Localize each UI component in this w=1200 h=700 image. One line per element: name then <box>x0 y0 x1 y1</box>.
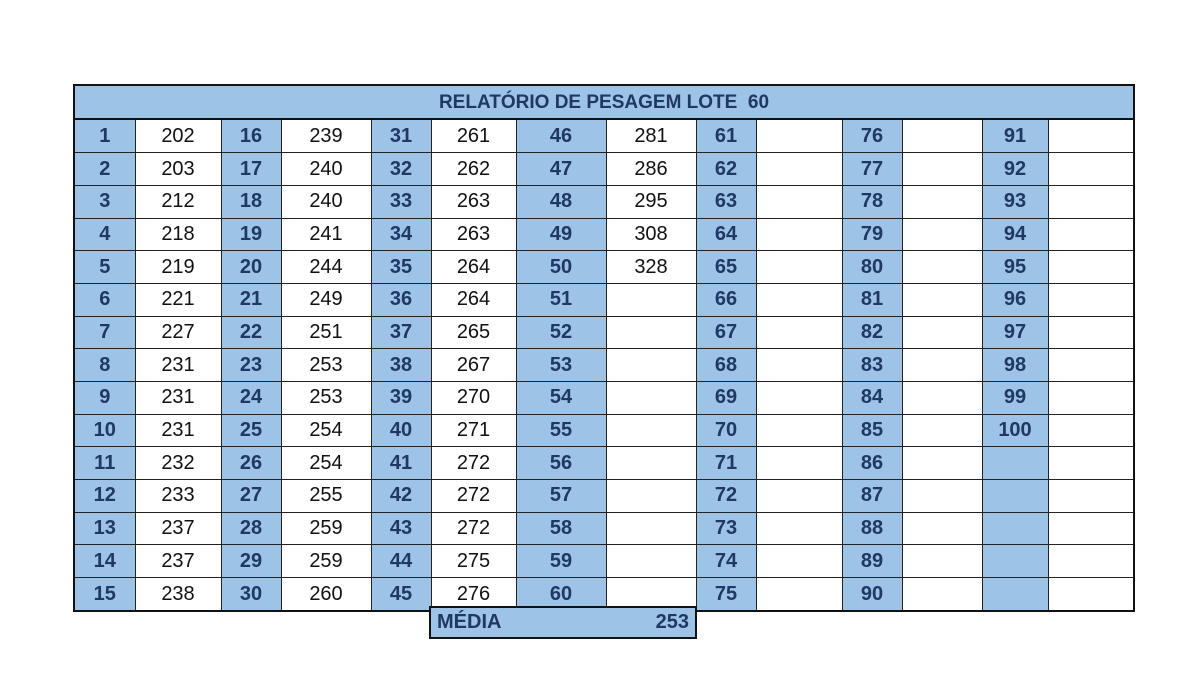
weight-cell <box>756 185 842 218</box>
weighing-report-table <box>73 84 1135 612</box>
weight-cell: 263 <box>431 185 516 218</box>
weight-cell <box>1048 414 1133 447</box>
table-row <box>75 382 1133 415</box>
weight-cell <box>902 447 982 480</box>
weight-cell <box>902 480 982 513</box>
weight-cell <box>902 283 982 316</box>
animal-number-cell: 68 <box>696 349 756 382</box>
weight-cell <box>1048 382 1133 415</box>
weight-cell <box>902 120 982 153</box>
animal-number-cell: 22 <box>221 316 281 349</box>
animal-number-cell: 7 <box>75 316 135 349</box>
animal-number-cell: 13 <box>75 512 135 545</box>
animal-number-cell: 95 <box>982 251 1048 284</box>
animal-number-cell: 39 <box>371 382 431 415</box>
weight-cell <box>1048 251 1133 284</box>
animal-number-cell: 8 <box>75 349 135 382</box>
weight-cell: 218 <box>135 218 221 251</box>
animal-number-cell: 51 <box>516 283 606 316</box>
average-summary <box>429 606 697 639</box>
table-row <box>75 316 1133 349</box>
weight-cell: 244 <box>281 251 371 284</box>
weight-cell: 237 <box>135 545 221 578</box>
weight-cell: 202 <box>135 120 221 153</box>
animal-number-cell: 33 <box>371 185 431 218</box>
weight-cell <box>902 349 982 382</box>
animal-number-cell: 71 <box>696 447 756 480</box>
weight-cell: 260 <box>281 578 371 611</box>
animal-number-cell: 77 <box>842 153 902 186</box>
animal-number-cell: 72 <box>696 480 756 513</box>
animal-number-cell: 94 <box>982 218 1048 251</box>
animal-number-cell: 82 <box>842 316 902 349</box>
animal-number-cell: 2 <box>75 153 135 186</box>
animal-number-cell: 58 <box>516 512 606 545</box>
weight-cell: 275 <box>431 545 516 578</box>
weight-cell <box>756 414 842 447</box>
animal-number-cell: 27 <box>221 480 281 513</box>
animal-number-cell: 35 <box>371 251 431 284</box>
weight-cell: 212 <box>135 185 221 218</box>
weight-cell: 203 <box>135 153 221 186</box>
weight-cell <box>902 218 982 251</box>
animal-number-cell: 66 <box>696 283 756 316</box>
weight-cell: 238 <box>135 578 221 611</box>
weight-cell: 264 <box>431 283 516 316</box>
weight-cell: 231 <box>135 349 221 382</box>
weight-cell <box>756 153 842 186</box>
animal-number-cell: 50 <box>516 251 606 284</box>
animal-number-cell: 17 <box>221 153 281 186</box>
animal-number-cell: 45 <box>371 578 431 611</box>
weight-cell: 270 <box>431 382 516 415</box>
animal-number-cell: 57 <box>516 480 606 513</box>
weight-cell: 261 <box>431 120 516 153</box>
weight-cell <box>606 283 696 316</box>
weight-cell: 227 <box>135 316 221 349</box>
weight-cell <box>902 545 982 578</box>
animal-number-cell: 60 <box>516 578 606 611</box>
weight-cell: 286 <box>606 153 696 186</box>
animal-number-cell: 61 <box>696 120 756 153</box>
weight-cell <box>1048 218 1133 251</box>
weight-cell <box>606 545 696 578</box>
animal-number-cell: 84 <box>842 382 902 415</box>
weight-cell: 265 <box>431 316 516 349</box>
animal-number-cell: 80 <box>842 251 902 284</box>
weight-cell <box>1048 349 1133 382</box>
animal-number-cell: 69 <box>696 382 756 415</box>
weight-cell <box>902 153 982 186</box>
weight-cell: 272 <box>431 512 516 545</box>
animal-number-cell: 3 <box>75 185 135 218</box>
table-row <box>75 153 1133 186</box>
table-row <box>75 414 1133 447</box>
weight-cell <box>756 382 842 415</box>
weight-cell: 308 <box>606 218 696 251</box>
animal-number-cell: 63 <box>696 185 756 218</box>
animal-number-cell <box>982 545 1048 578</box>
animal-number-cell: 59 <box>516 545 606 578</box>
weight-cell: 295 <box>606 185 696 218</box>
animal-number-cell: 83 <box>842 349 902 382</box>
weight-cell <box>606 316 696 349</box>
weight-cell <box>756 447 842 480</box>
animal-number-cell: 79 <box>842 218 902 251</box>
weight-cell <box>902 414 982 447</box>
weight-cell: 233 <box>135 480 221 513</box>
animal-number-cell: 87 <box>842 480 902 513</box>
weight-cell <box>1048 120 1133 153</box>
animal-number-cell: 20 <box>221 251 281 284</box>
animal-number-cell: 47 <box>516 153 606 186</box>
weight-cell: 231 <box>135 382 221 415</box>
animal-number-cell: 16 <box>221 120 281 153</box>
animal-number-cell: 62 <box>696 153 756 186</box>
animal-number-cell: 18 <box>221 185 281 218</box>
animal-number-cell: 96 <box>982 283 1048 316</box>
animal-number-cell <box>982 512 1048 545</box>
weight-cell: 237 <box>135 512 221 545</box>
weight-cell: 221 <box>135 283 221 316</box>
animal-number-cell: 88 <box>842 512 902 545</box>
animal-number-cell: 92 <box>982 153 1048 186</box>
animal-number-cell: 23 <box>221 349 281 382</box>
table-row <box>75 218 1133 251</box>
animal-number-cell: 97 <box>982 316 1048 349</box>
weight-cell: 264 <box>431 251 516 284</box>
weight-cell <box>756 251 842 284</box>
table-row <box>75 251 1133 284</box>
animal-number-cell: 25 <box>221 414 281 447</box>
animal-number-cell: 41 <box>371 447 431 480</box>
animal-number-cell: 28 <box>221 512 281 545</box>
animal-number-cell: 46 <box>516 120 606 153</box>
animal-number-cell: 4 <box>75 218 135 251</box>
animal-number-cell: 52 <box>516 316 606 349</box>
weight-cell: 240 <box>281 185 371 218</box>
weight-cell <box>606 447 696 480</box>
animal-number-cell <box>982 480 1048 513</box>
animal-number-cell: 76 <box>842 120 902 153</box>
animal-number-cell: 15 <box>75 578 135 611</box>
animal-number-cell: 34 <box>371 218 431 251</box>
weight-cell: 251 <box>281 316 371 349</box>
animal-number-cell: 56 <box>516 447 606 480</box>
weight-cell <box>1048 283 1133 316</box>
weighing-grid <box>75 120 1133 610</box>
weight-cell: 254 <box>281 447 371 480</box>
animal-number-cell: 74 <box>696 545 756 578</box>
animal-number-cell: 26 <box>221 447 281 480</box>
table-row <box>75 185 1133 218</box>
animal-number-cell: 67 <box>696 316 756 349</box>
weight-cell: 263 <box>431 218 516 251</box>
weight-cell <box>606 382 696 415</box>
weight-cell: 259 <box>281 512 371 545</box>
animal-number-cell: 30 <box>221 578 281 611</box>
animal-number-cell: 38 <box>371 349 431 382</box>
weight-cell: 271 <box>431 414 516 447</box>
weight-cell: 254 <box>281 414 371 447</box>
weight-cell <box>606 512 696 545</box>
weight-cell <box>1048 512 1133 545</box>
animal-number-cell: 91 <box>982 120 1048 153</box>
table-row <box>75 447 1133 480</box>
weight-cell: 232 <box>135 447 221 480</box>
weight-cell: 267 <box>431 349 516 382</box>
weight-cell: 240 <box>281 153 371 186</box>
animal-number-cell: 5 <box>75 251 135 284</box>
animal-number-cell: 1 <box>75 120 135 153</box>
weight-cell: 328 <box>606 251 696 284</box>
table-row <box>75 545 1133 578</box>
animal-number-cell: 90 <box>842 578 902 611</box>
weight-cell <box>902 512 982 545</box>
animal-number-cell: 14 <box>75 545 135 578</box>
weight-cell <box>1048 447 1133 480</box>
weight-cell <box>902 251 982 284</box>
animal-number-cell: 42 <box>371 480 431 513</box>
animal-number-cell: 81 <box>842 283 902 316</box>
weight-cell <box>756 349 842 382</box>
animal-number-cell: 12 <box>75 480 135 513</box>
average-label: MÉDIA <box>437 611 502 633</box>
animal-number-cell: 44 <box>371 545 431 578</box>
weight-cell: 255 <box>281 480 371 513</box>
weight-cell <box>606 349 696 382</box>
table-row <box>75 283 1133 316</box>
animal-number-cell: 93 <box>982 185 1048 218</box>
animal-number-cell: 10 <box>75 414 135 447</box>
animal-number-cell: 6 <box>75 283 135 316</box>
weight-cell <box>606 414 696 447</box>
weight-cell <box>756 120 842 153</box>
animal-number-cell: 73 <box>696 512 756 545</box>
weight-cell <box>902 316 982 349</box>
weight-cell: 262 <box>431 153 516 186</box>
animal-number-cell: 11 <box>75 447 135 480</box>
weight-cell <box>756 218 842 251</box>
animal-number-cell: 78 <box>842 185 902 218</box>
weight-cell: 259 <box>281 545 371 578</box>
weight-cell <box>756 512 842 545</box>
weight-cell <box>1048 316 1133 349</box>
weight-cell: 272 <box>431 480 516 513</box>
weight-cell <box>1048 480 1133 513</box>
animal-number-cell: 64 <box>696 218 756 251</box>
animal-number-cell: 70 <box>696 414 756 447</box>
animal-number-cell: 98 <box>982 349 1048 382</box>
animal-number-cell: 40 <box>371 414 431 447</box>
weight-cell <box>606 480 696 513</box>
weight-cell <box>902 185 982 218</box>
weight-cell: 253 <box>281 382 371 415</box>
animal-number-cell: 32 <box>371 153 431 186</box>
animal-number-cell: 48 <box>516 185 606 218</box>
weight-cell <box>1048 185 1133 218</box>
animal-number-cell: 65 <box>696 251 756 284</box>
animal-number-cell <box>982 447 1048 480</box>
table-row <box>75 349 1133 382</box>
weight-cell: 241 <box>281 218 371 251</box>
animal-number-cell: 24 <box>221 382 281 415</box>
animal-number-cell: 21 <box>221 283 281 316</box>
animal-number-cell: 55 <box>516 414 606 447</box>
animal-number-cell: 100 <box>982 414 1048 447</box>
weight-cell <box>756 480 842 513</box>
animal-number-cell: 19 <box>221 218 281 251</box>
animal-number-cell: 75 <box>696 578 756 611</box>
animal-number-cell: 99 <box>982 382 1048 415</box>
animal-number-cell: 37 <box>371 316 431 349</box>
table-row <box>75 480 1133 513</box>
weight-cell <box>1048 578 1133 611</box>
weight-cell <box>902 382 982 415</box>
weight-cell: 272 <box>431 447 516 480</box>
animal-number-cell: 85 <box>842 414 902 447</box>
weight-cell <box>756 316 842 349</box>
average-value: 253 <box>655 611 689 633</box>
report-title: RELATÓRIO DE PESAGEM LOTE 60 <box>75 86 1133 120</box>
animal-number-cell <box>982 578 1048 611</box>
weight-cell: 249 <box>281 283 371 316</box>
animal-number-cell: 86 <box>842 447 902 480</box>
weight-cell: 253 <box>281 349 371 382</box>
weight-cell <box>1048 153 1133 186</box>
animal-number-cell: 36 <box>371 283 431 316</box>
animal-number-cell: 53 <box>516 349 606 382</box>
animal-number-cell: 31 <box>371 120 431 153</box>
weight-cell: 276 <box>431 578 516 611</box>
animal-number-cell: 89 <box>842 545 902 578</box>
table-row <box>75 512 1133 545</box>
weight-cell: 281 <box>606 120 696 153</box>
weight-cell <box>1048 545 1133 578</box>
weight-cell <box>902 578 982 611</box>
animal-number-cell: 29 <box>221 545 281 578</box>
animal-number-cell: 9 <box>75 382 135 415</box>
animal-number-cell: 49 <box>516 218 606 251</box>
weight-cell <box>756 578 842 611</box>
table-row <box>75 120 1133 153</box>
weight-cell <box>756 283 842 316</box>
animal-number-cell: 43 <box>371 512 431 545</box>
weight-cell <box>756 545 842 578</box>
weight-cell: 239 <box>281 120 371 153</box>
animal-number-cell: 54 <box>516 382 606 415</box>
weight-cell: 219 <box>135 251 221 284</box>
weight-cell: 231 <box>135 414 221 447</box>
